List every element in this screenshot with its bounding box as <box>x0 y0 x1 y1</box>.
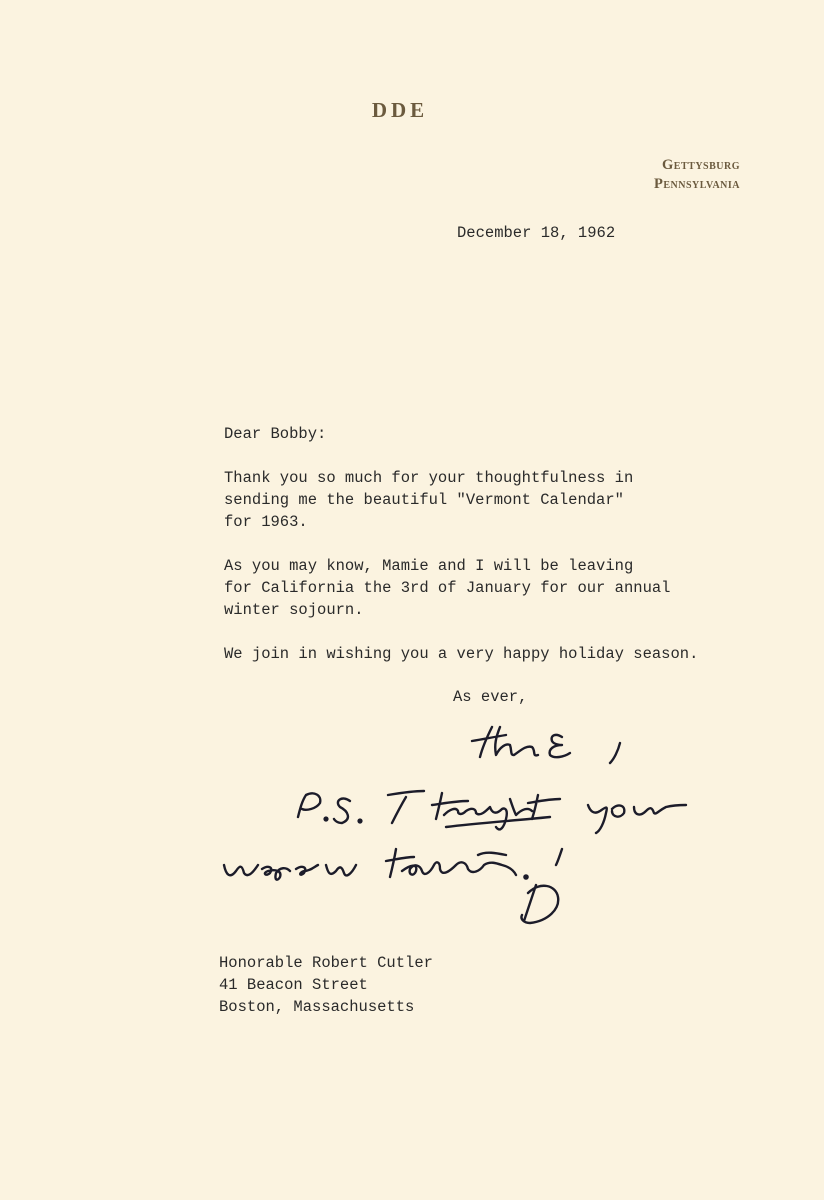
letter-date: December 18, 1962 <box>457 224 616 242</box>
signature-ike-e <box>472 727 620 763</box>
postscript-line-1 <box>298 791 686 833</box>
paragraph-line: for California the 3rd of January for our annual <box>224 579 671 597</box>
recipient-city: Boston, Massachusetts <box>219 998 415 1016</box>
postscript-line-2 <box>224 849 562 880</box>
paragraph-line: sending me the beautiful "Vermont Calendar" <box>224 491 624 509</box>
recipient-street: 41 Beacon Street <box>219 976 368 994</box>
paragraph-3 <box>224 643 698 665</box>
paragraph-1 <box>224 467 698 533</box>
paragraph-line: for 1963. <box>224 513 308 531</box>
letterhead-monogram: DDE <box>371 98 429 122</box>
paragraph-line: winter sojourn. <box>224 601 364 619</box>
letter-body <box>224 423 698 687</box>
recipient-address <box>219 952 433 1018</box>
paragraph-2 <box>224 555 698 621</box>
letterhead-place-line-2: Pennsylvania <box>654 176 740 192</box>
closing: As ever, <box>453 688 528 706</box>
recipient-name: Honorable Robert Cutler <box>219 954 433 972</box>
handwritten-signature-and-postscript <box>210 715 710 940</box>
letterhead-place <box>560 156 740 194</box>
paragraph-line: We join in wishing you a very happy holiday season. <box>224 645 699 663</box>
postscript-initial-d <box>521 885 558 923</box>
salutation: Dear Bobby: <box>224 425 327 443</box>
letterhead-place-line-1: Gettysburg <box>662 157 740 173</box>
paragraph-line: Thank you so much for your thoughtfulness in <box>224 469 634 487</box>
paragraph-line: As you may know, Mamie and I will be leaving <box>224 557 634 575</box>
